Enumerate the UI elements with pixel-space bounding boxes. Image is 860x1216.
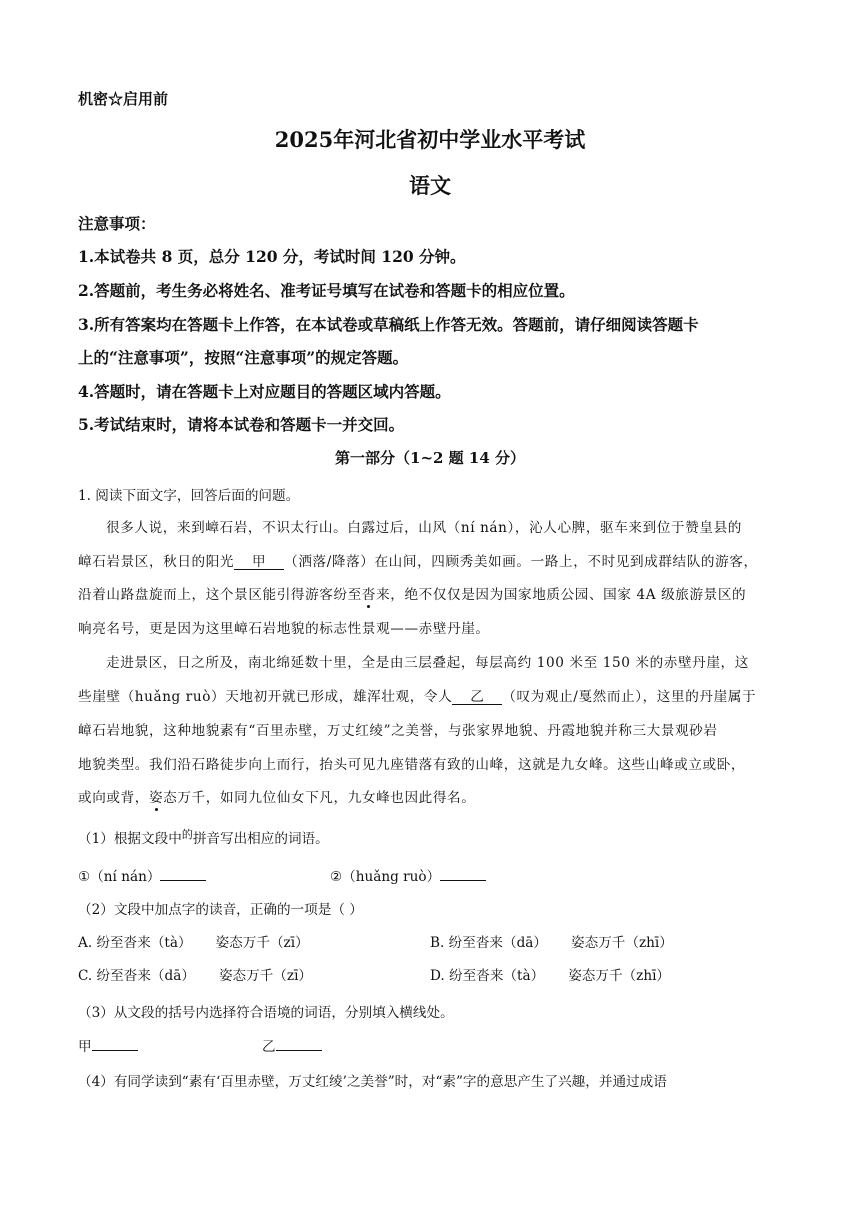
answer-blank-jia[interactable] xyxy=(92,1050,138,1051)
notice-item-2: 2.答题前，考生务必将姓名、准考证号填写在试卷和答题卡的相应位置。 xyxy=(78,281,575,300)
notice-item-5: 5.考试结束时，请将本试卷和答题卡一并交回。 xyxy=(78,415,405,434)
passage-p1-line2: 嶂石岩景区，秋日的阳光 甲 （洒落/降落）在山间，四顾秀美如画。一路上，不时见到成群结队的游客， xyxy=(78,554,758,570)
passage-p1-line1: 很多人说，来到嶂石岩，不识太行山。白露过后，山风（ní nán），沁人心脾，驱车来到位于赞皇县的 xyxy=(106,520,742,536)
passage-p2-line3: 嶂石岩地貌，这种地貌素有“百里赤壁，万丈红绫”之美誉，与张家界地貌、丹霞地貌并称三大景观砂岩 xyxy=(78,723,718,739)
sub-question-4: （4）有同学读到“素有‘百里赤壁，万丈红绫’之美誉”时，对“素”字的意思产生了兴趣，并通过成语 xyxy=(78,1074,667,1090)
answer-blank-2[interactable] xyxy=(440,880,486,881)
passage-p2-line1: 走进景区，日之所及，南北绵延数十里，全是由三层叠起，每层高约 100 米至 150 米的赤壁丹崖，这 xyxy=(106,655,749,671)
notice-item-3-cont: 上的“注意事项”，按照“注意事项”的规定答题。 xyxy=(78,348,409,367)
sub-question-1: （1）根据文段中$^的$拼音写出相应的词语。 xyxy=(78,828,329,847)
option-c[interactable]: C. 纷至沓来（dā） 姿态万千（zī） xyxy=(78,968,313,984)
subject-title: 语文 xyxy=(409,173,451,198)
blank-yi: 乙 xyxy=(452,690,502,705)
notice-item-3: 3.所有答案均在答题卡上作答，在本试卷或草稿纸上作答无效。答题前，请仔细阅读答题卡 xyxy=(78,315,699,334)
part-title: 第一部分（1~2 题 14 分） xyxy=(335,449,525,467)
option-a[interactable]: A. 纷至沓来（tà） 姿态万千（zī） xyxy=(78,935,309,951)
dotted-char-ta: 沓 xyxy=(361,587,377,603)
option-b[interactable]: B. 纷至沓来（dā） 姿态万千（zhī） xyxy=(430,935,673,951)
question-1-stem: 1. 阅读下面文字，回答后面的问题。 xyxy=(78,488,300,504)
blank-jia: 甲 xyxy=(234,555,284,570)
notice-item-4: 4.答题时，请在答题卡上对应题目的答题区域内答题。 xyxy=(78,382,451,401)
answer-blank-yi[interactable] xyxy=(276,1050,322,1051)
pinyin-answer-1: ①（ní nán） xyxy=(78,865,206,885)
option-d[interactable]: D. 纷至沓来（tà） 姿态万千（zhī） xyxy=(430,968,671,984)
notice-heading: 注意事项： xyxy=(78,214,156,233)
passage-p1-line3: 沿着山路盘旋而上，这个景区能引得游客纷至沓来，绝不仅仅是因为国家地质公园、国家 4A 级旅游景区的 xyxy=(78,587,747,603)
passage-p1-line4: 响亮名号，更是因为这里嶂石岩地貌的标志性景观——赤壁丹崖。 xyxy=(78,621,490,637)
pinyin-answer-2: ②（huǎng ruò） xyxy=(330,865,486,885)
answer-jia: 甲 xyxy=(78,1035,138,1055)
passage-p2-line5: 或向或背，姿态万千，如同九位仙女下凡，九女峰也因此得名。 xyxy=(78,790,476,806)
passage-p2-line4: 地貌类型。我们沿石路徒步向上而行，抬头可见九座错落有致的山峰，这就是九女峰。这些山峰或立或卧， xyxy=(78,757,746,773)
dotted-char-zi: 姿 xyxy=(148,790,164,806)
exam-title: 2025年河北省初中学业水平考试 xyxy=(274,127,586,152)
sub-question-2: （2）文段中加点字的读音，正确的一项是（ ） xyxy=(78,902,363,918)
notice-item-1: 1.本试卷共 8 页，总分 120 分，考试时间 120 分钟。 xyxy=(78,247,466,266)
answer-yi: 乙 xyxy=(262,1035,322,1055)
answer-blank-1[interactable] xyxy=(160,880,206,881)
sub-question-3: （3）从文段的括号内选择符合语境的词语，分别填入横线处。 xyxy=(78,1005,454,1021)
passage-p2-line2: 些崖壁（huǎng ruò）天地初开就已形成，雄浑壮观，令人 乙 （叹为观止/戛然而止），这里的丹崖属于 xyxy=(78,689,757,705)
confidential-label: 机密☆启用前 xyxy=(78,90,169,108)
